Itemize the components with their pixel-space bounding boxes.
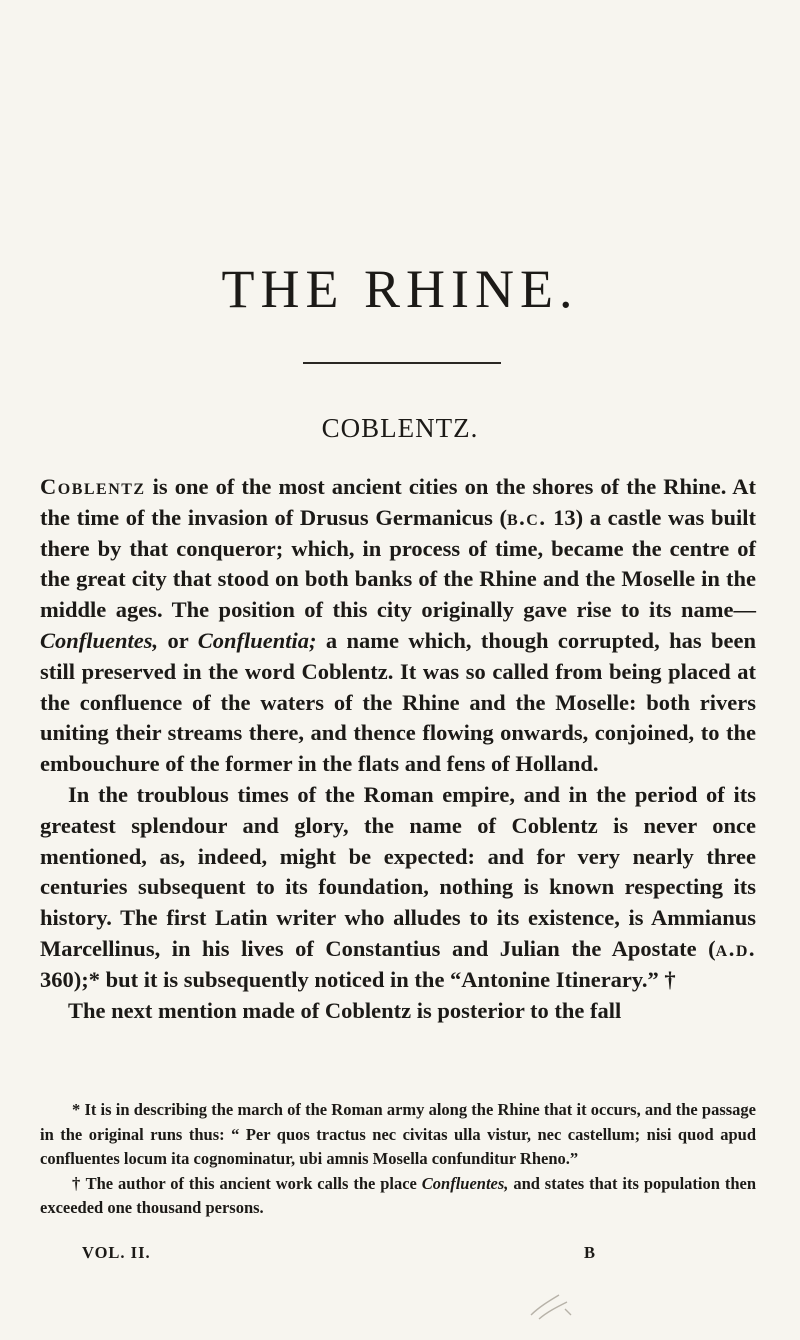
- paragraph-1-text-1: is one of the most ancient cities on the shores of the Rhine. At the time of the invasion of Drusus Germanicus (: [40, 474, 756, 530]
- paragraph-1-text-4: a name which, though corrupted, has been still preserved in the word Coblentz. It was so called from being placed at the confluence of the waters of the Rhine and the Moselle: both rivers uniting their streams there, and thence flowing onwards, conjoined, to the embouchure of the former in the flats and fens of Holland.: [40, 627, 756, 777]
- footnote-2-text-2: and states that its population then exceeded one thousand persons.: [40, 1173, 756, 1217]
- paragraph-2: [40, 780, 756, 996]
- footnote-2-text-1: † The author of this ancient work calls the place: [72, 1173, 422, 1193]
- ink-scribble-mark: [525, 1285, 581, 1325]
- body-text: [40, 472, 756, 1026]
- era-abbreviation-ad: a.d.: [715, 935, 756, 961]
- paragraph-2-text-1: In the troublous times of the Roman empire, and in the period of its greatest splendour and glory, the name of Coblentz is never once mentioned, as, indeed, might be expected: and for very nearly three centuries subsequent to its foundation, nothing is known respecting its history. The first Latin writer who alludes to its existence, is Ammianus Marcellinus, in his lives of Constantius and Julian the Apostate (: [40, 781, 756, 961]
- paragraph-2-text-2: 360);* but it is subsequently noticed in the “Antonine Itinerary.” †: [40, 966, 676, 992]
- page-footer: [82, 1243, 722, 1263]
- footnotes: [40, 1098, 756, 1221]
- title-rule: [303, 362, 501, 364]
- paragraph-1-text-2: 13) a castle was built there by that conqueror; which, in process of time, became the centre of the great city that stood on both banks of the Rhine and the Moselle in the middle ages. The position of this city originally gave rise to its name—: [40, 504, 756, 623]
- volume-label: VOL. II.: [82, 1243, 151, 1262]
- signature-mark: B: [584, 1243, 597, 1262]
- paragraph-1-text-3: or: [158, 627, 198, 653]
- paragraph-1: [40, 472, 756, 780]
- chapter-heading: COBLENTZ.: [321, 413, 479, 443]
- italic-confluentia: Confluentia;: [197, 627, 317, 653]
- footnote-2: [40, 1172, 756, 1221]
- footnote-1: * It is in describing the march of the Roman army along the Rhine that it occurs, and the passage in the original runs thus: “ Per quos tractus nec civitas ulla vistur, nec castellum; nisi quod apud confluentes locum ita cognominatur, ubi amnis Mosella confunditur Rheno.”: [40, 1100, 756, 1168]
- paragraph-lead-word: Coblentz: [40, 474, 146, 499]
- paragraph-3: The next mention made of Coblentz is posterior to the fall: [68, 997, 622, 1023]
- footnote-2-italic: Confluentes,: [421, 1173, 509, 1193]
- page-title: THE RHINE.: [221, 259, 579, 319]
- era-abbreviation-bc: b.c.: [506, 504, 547, 530]
- italic-confluentes: Confluentes,: [40, 627, 159, 653]
